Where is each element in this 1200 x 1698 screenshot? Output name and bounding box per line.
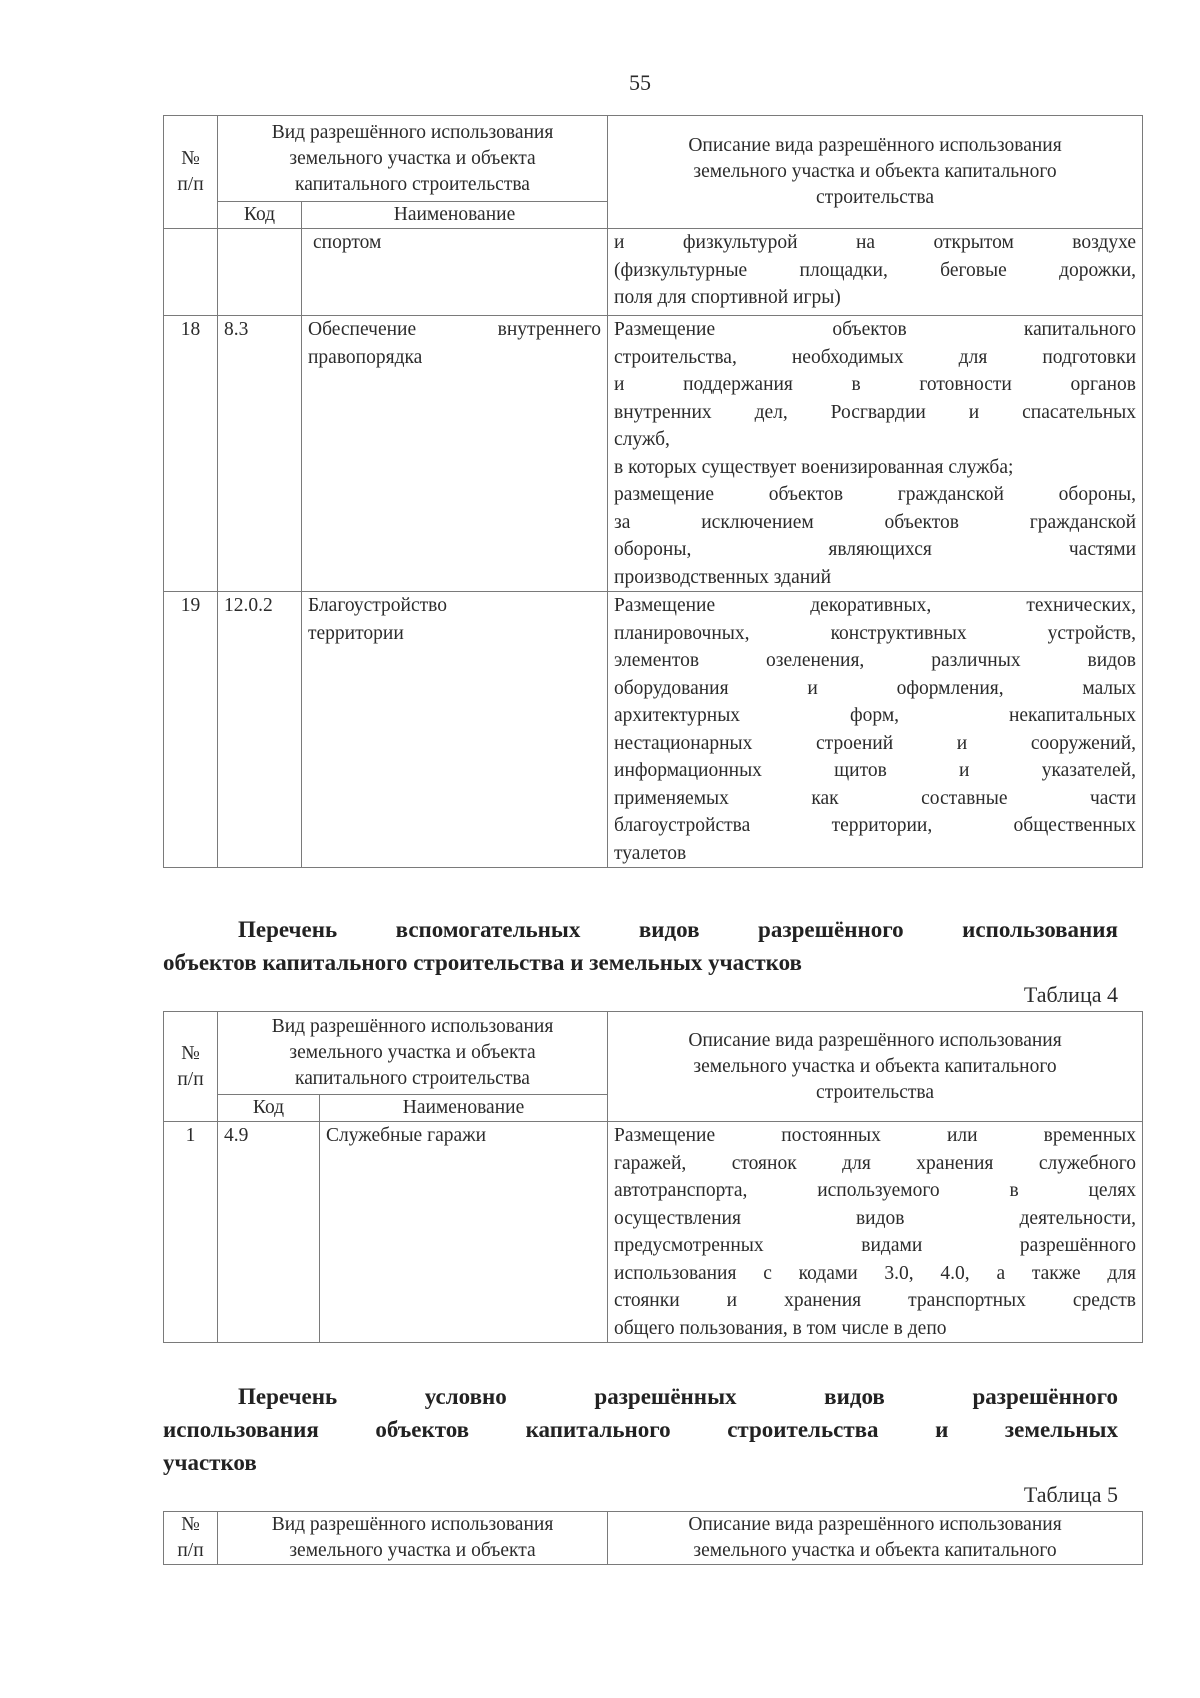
table-header-row [164, 1012, 1143, 1095]
row-name-cell: Обеспечение внутреннего правопорядка [302, 316, 608, 592]
section-4-title: Перечень вспомогательных видов разрешённого использования объектов капитального строительства и земельных участков [163, 917, 1118, 975]
header-use-type: Вид разрешённого использования земельного участка и объекта капитального строительства [218, 1012, 608, 1095]
table-header-row [164, 1512, 1143, 1565]
row-number-cell [164, 229, 218, 316]
table-row [164, 316, 1143, 592]
header-description: Описание вида разрешённого использования земельного участка и объекта капитального [608, 1512, 1143, 1565]
row-description-cell: Размещение постоянных или временных гаражей, стоянок для хранения служебного автотранспорта, используемого в целях осуществления видов деятельности, предусмотренных видами разрешённого использования с кодами 3.0, 4.0, а также для стоянки и хранения транспортных средств общего пользования, в том числе в депо [608, 1122, 1143, 1343]
row-code-cell [218, 229, 302, 316]
header-number: № п/п [164, 1012, 218, 1122]
row-number-cell: 19 [164, 592, 218, 868]
row-name-cell: Служебные гаражи [320, 1122, 608, 1343]
table-row [164, 592, 1143, 868]
row-number-cell: 18 [164, 316, 218, 592]
row-code-cell: 12.0.2 [218, 592, 302, 868]
header-description: Описание вида разрешённого использования земельного участка и объекта капитального строительства [608, 1012, 1143, 1122]
header-number: № п/п [164, 116, 218, 229]
row-code-cell: 8.3 [218, 316, 302, 592]
header-code: Код [218, 1095, 320, 1122]
header-use-type: Вид разрешённого использования земельного участка и объекта [218, 1512, 608, 1565]
permitted-uses-table [163, 115, 1143, 868]
header-description: Описание вида разрешённого использования земельного участка и объекта капитального строительства [608, 116, 1143, 229]
row-number-cell: 1 [164, 1122, 218, 1343]
header-number: № п/п [164, 1512, 218, 1565]
header-code: Код [218, 202, 302, 229]
row-description-cell: Размещение декоративных, технических, планировочных, конструктивных устройств, элементов озеленения, различных видов оборудования и оформления, малых архитектурных форм, некапитальных нестационарных строений и сооружений, информационных щитов и указателей, применяемых как составные части благоустройства территории, общественных туалетов [608, 592, 1143, 868]
table-header-row [164, 116, 1143, 202]
table-4-label: Таблица 4 [1023, 982, 1118, 1007]
page-number: 55 [629, 70, 651, 95]
header-name: Наименование [320, 1095, 608, 1122]
header-name: Наименование [302, 202, 608, 229]
row-name-cell: спортом [302, 229, 608, 316]
header-use-type: Вид разрешённого использования земельного участка и объекта капитального строительства [218, 116, 608, 202]
row-description-cell: Размещение объектов капитального строительства, необходимых для подготовки и поддержания в готовности органов внутренних дел, Росгвардии и спасательных служб, в которых существует военизированная служба; размещение объектов гражданской обороны, за исключением объектов гражданской обороны, являющихся частями производственных зданий [608, 316, 1143, 592]
table-row [164, 1122, 1143, 1343]
section-5-title: Перечень условно разрешённых видов разрешённого использования объектов капитального строительства и земельных участков [163, 1384, 1118, 1475]
auxiliary-uses-table [163, 1011, 1143, 1343]
table-5-label: Таблица 5 [1023, 1482, 1118, 1507]
table-row [164, 229, 1143, 316]
row-code-cell: 4.9 [218, 1122, 320, 1343]
row-name-cell: Благоустройство территории [302, 592, 608, 868]
conditional-uses-table [163, 1511, 1143, 1565]
row-description-cell: и физкультурой на открытом воздухе (физкультурные площадки, беговые дорожки, поля для спортивной игры) [608, 229, 1143, 316]
